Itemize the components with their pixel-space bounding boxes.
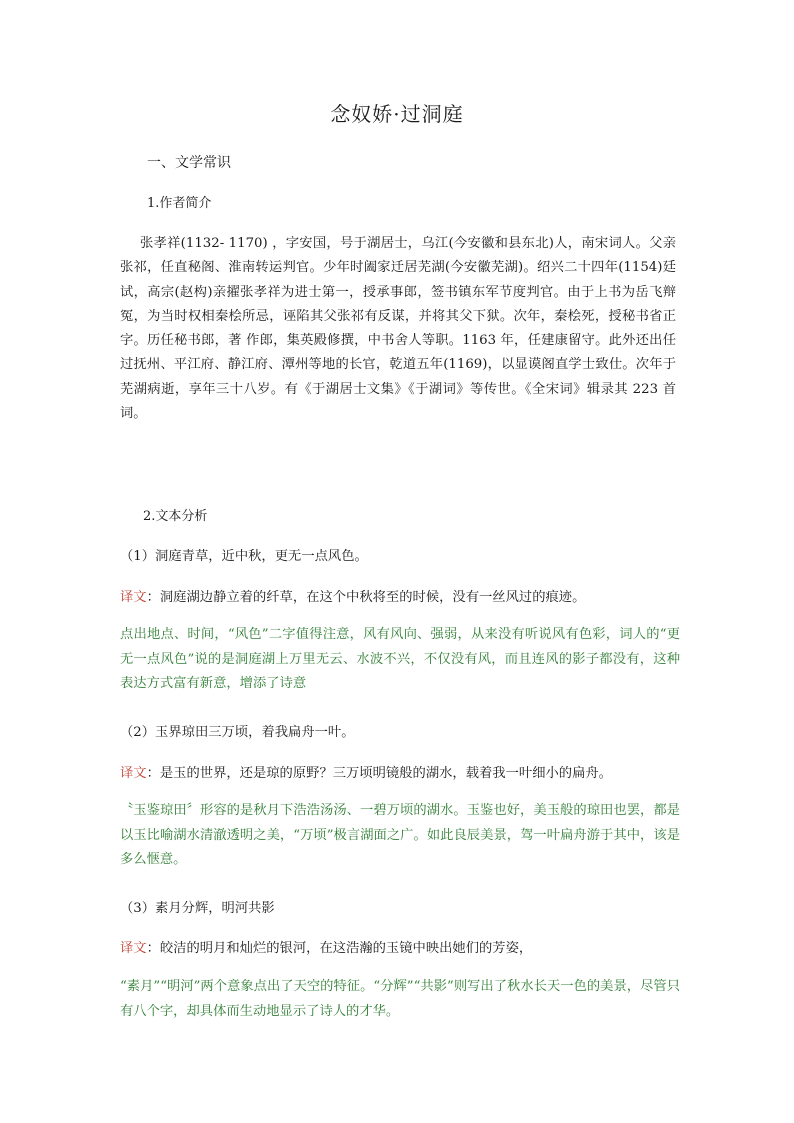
- author-intro-heading: 1.作者简介: [147, 196, 212, 211]
- translation-1: [120, 586, 585, 605]
- document-title: 念奴娇·过洞庭: [330, 102, 464, 126]
- translation-text-2: ：是玉的世界，还是琼的原野？三万顷明镜般的湖水，载着我一叶细小的扁舟。: [146, 766, 612, 781]
- verse-line-1: （1）洞庭青草，近中秋，更无一点风色。: [120, 549, 368, 564]
- analysis-note-3: “素月”“明河”两个意象点出了天空的特征。“分辉”“共影”则写出了秋水长天一色的美景，尽管只有八个字，却具体而生动地显示了诗人的才华。: [120, 979, 680, 1019]
- verse-line-3: （3）素月分辉，明河共影: [120, 901, 275, 916]
- translation-2: [120, 762, 612, 781]
- verse-line-2: （2）玉界琼田三万顷，着我扁舟一叶。: [120, 725, 355, 740]
- translation-text-3: ：皎洁的明月和灿烂的银河，在这浩瀚的玉镜中映出她们的芳姿，: [146, 941, 533, 956]
- section-heading-literature: 一、文学常识: [147, 155, 231, 171]
- translation-3: [120, 937, 532, 956]
- analysis-note-1: 点出地点、时间，“风色”二字值得注意，风有风向、强弱，从来没有听说风有色彩，词人的“更无一点风色”说的是洞庭湖上万里无云、水波不兴，不仅没有风，而且连风的影子都没有，这种表达方式富有新意，增添了诗意: [120, 627, 680, 691]
- translation-text-1: ：洞庭湖边静立着的纤草，在这个中秋将至的时候，没有一丝风过的痕迹。: [146, 590, 586, 605]
- analysis-note-2: 〝玉鉴琼田〞形容的是秋月下浩浩汤汤、一碧万顷的湖水。玉鉴也好，美玉般的琼田也罢，都是以玉比喻湖水清澈透明之美，“万顷”极言湖面之广。如此良辰美景，驾一叶扁舟游于其中，该是多么惬意。: [120, 803, 680, 867]
- translation-label-2: 译文: [120, 766, 147, 781]
- translation-label-1: 译文: [120, 590, 147, 605]
- author-bio-paragraph: 张孝祥(1132- 1170) ，字安国，号于湖居士，乌江(今安徽和县东北)人，南宋词人。父亲张祁，任直秘阁、淮南转运判官。少年时阖家迁居芜湖(今安徽芜湖)。绍兴二十四年(1154)廷试，高宗(赵构)亲擢张孝祥为进士第一，授承事郎，签书镇东军节度判官。由于上书为岳飞辩冤，为当时权相秦桧所忌，诬陷其父张祁有反谋，并将其父下狱。次年，秦桧死，授秘书省正字。历任秘书郎，著 作郎，集英殿修撰，中书舍人等职。1163 年，任建康留守。此外还出任过抚州、平江府、静江府、潭州等地的长官，乾道五年(1169)，以显谟阁直学士致仕。次年于芜湖病逝，享年三十八岁。有《于湖居士文集》《于湖词》等传世。《全宋词》辑录其 223 首词。: [120, 236, 676, 422]
- translation-label-3: 译文: [120, 941, 147, 956]
- text-analysis-heading: 2.文本分析: [143, 509, 208, 524]
